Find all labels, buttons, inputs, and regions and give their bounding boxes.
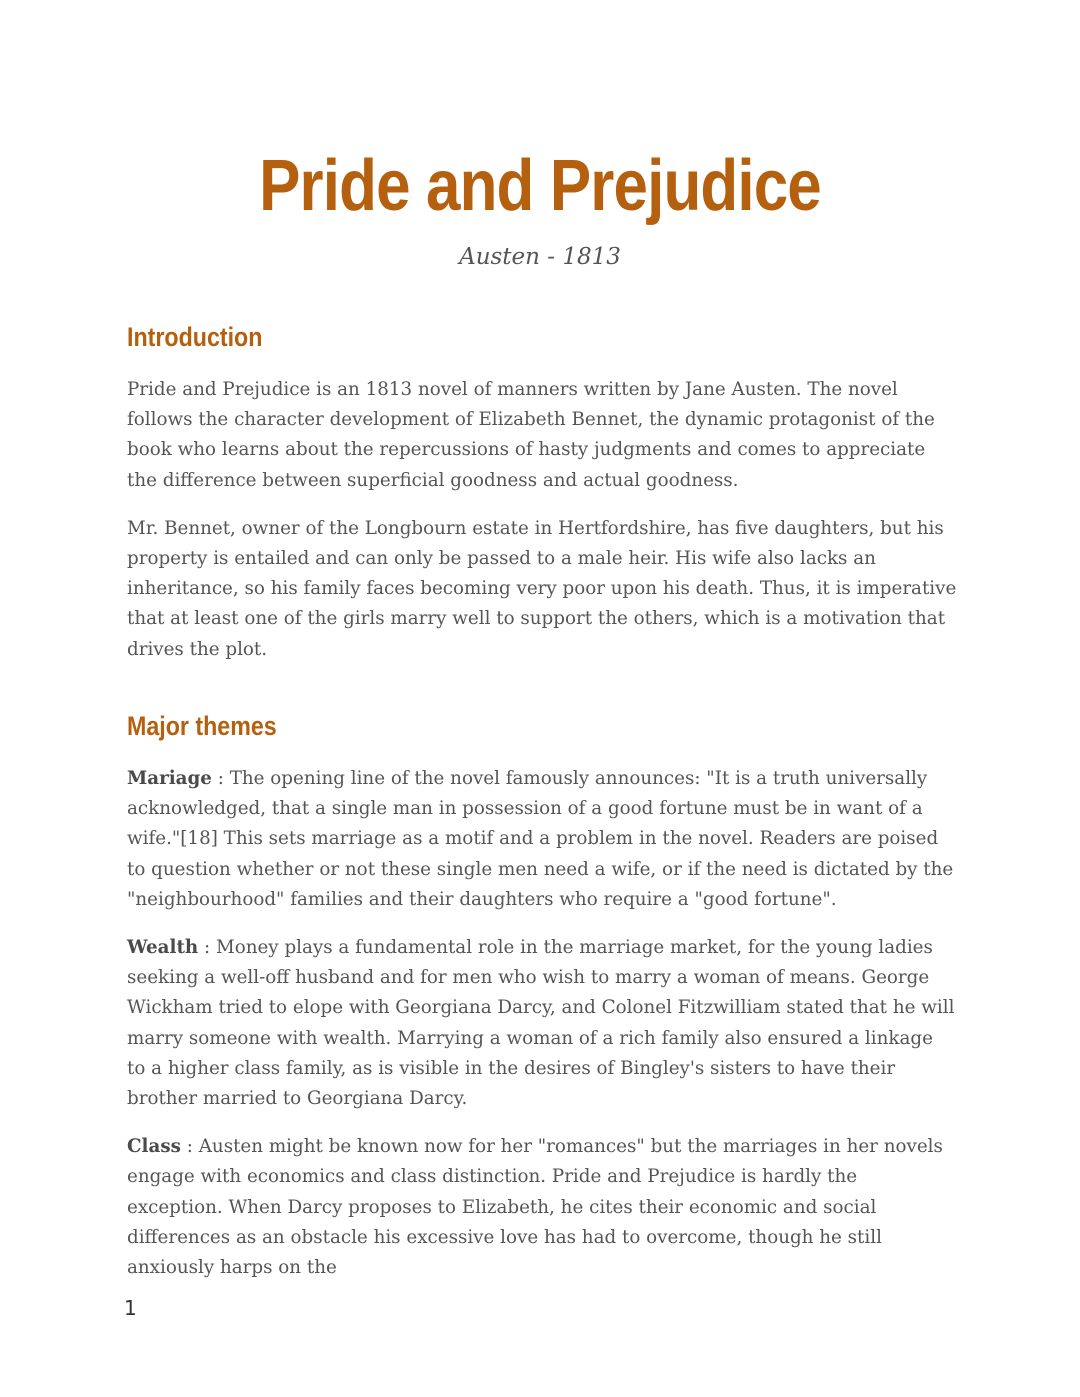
section-introduction-body	[127, 375, 957, 683]
theme-paragraph-mariage	[127, 764, 957, 915]
paragraph: Mr. Bennet, owner of the Longbourn estate in Hertfordshire, has five daughters, but his property is entailed and can only be passed to a male heir. His wife also lacks an inheritance, so his family faces becoming very poor upon his death. Thus, it is imperative that at least one of the girls marry well to support the others, which is a motivation that drives the plot.	[127, 517, 957, 660]
document-subtitle: Austen - 1813	[459, 244, 621, 270]
document-title: Pride and Prejudice	[259, 146, 821, 226]
section-heading-introduction: Introduction	[127, 322, 263, 352]
theme-paragraph-wealth	[127, 933, 957, 1114]
theme-paragraph-class	[127, 1132, 957, 1283]
theme-description: : Austen might be known now for her "romances" but the marriages in her novels engage with economics and class distinction. Pride and Prejudice is hardly the exception. When Darcy proposes to Elizabeth, he cites their economic and social differences as an obstacle his excessive love has had to overcome, though he still anxiously harps on the	[127, 1136, 943, 1279]
theme-description: : The opening line of the novel famously announces: "It is a truth universally acknowledged, that a single man in possession of a good fortune must be in want of a wife."[18] This sets marriage as a motif and a problem in the novel. Readers are poised to question whether or not these single men need a wife, or if the need is dictated by the "neighbourhood" families and their daughters who require a "good fortune".	[127, 768, 954, 910]
page-number: 1	[124, 1296, 137, 1320]
theme-description: : Money plays a fundamental role in the marriage market, for the young ladies seeking a well-off husband and for men who wish to marry a woman of means. George Wickham tried to elope with Georgiana Darcy, and Colonel Fitzwilliam stated that he will marry someone with wealth. Marrying a woman of a rich family also ensured a linkage to a higher class family, as is visible in the desires of Bingley's sisters to have their brother married to Georgiana Darcy.	[127, 937, 955, 1110]
theme-term: Class	[127, 1136, 181, 1158]
section-major-themes-body	[127, 764, 957, 1301]
theme-term: Mariage	[127, 768, 212, 789]
theme-term: Wealth	[127, 937, 199, 959]
section-heading-major-themes: Major themes	[127, 711, 277, 741]
paragraph: Pride and Prejudice is an 1813 novel of manners written by Jane Austen. The novel follows the character development of Elizabeth Bennet, the dynamic protagonist of the book who learns about the repercussions of hasty judgments and comes to appreciate the difference between superficial goodness and actual goodness.	[127, 379, 935, 491]
